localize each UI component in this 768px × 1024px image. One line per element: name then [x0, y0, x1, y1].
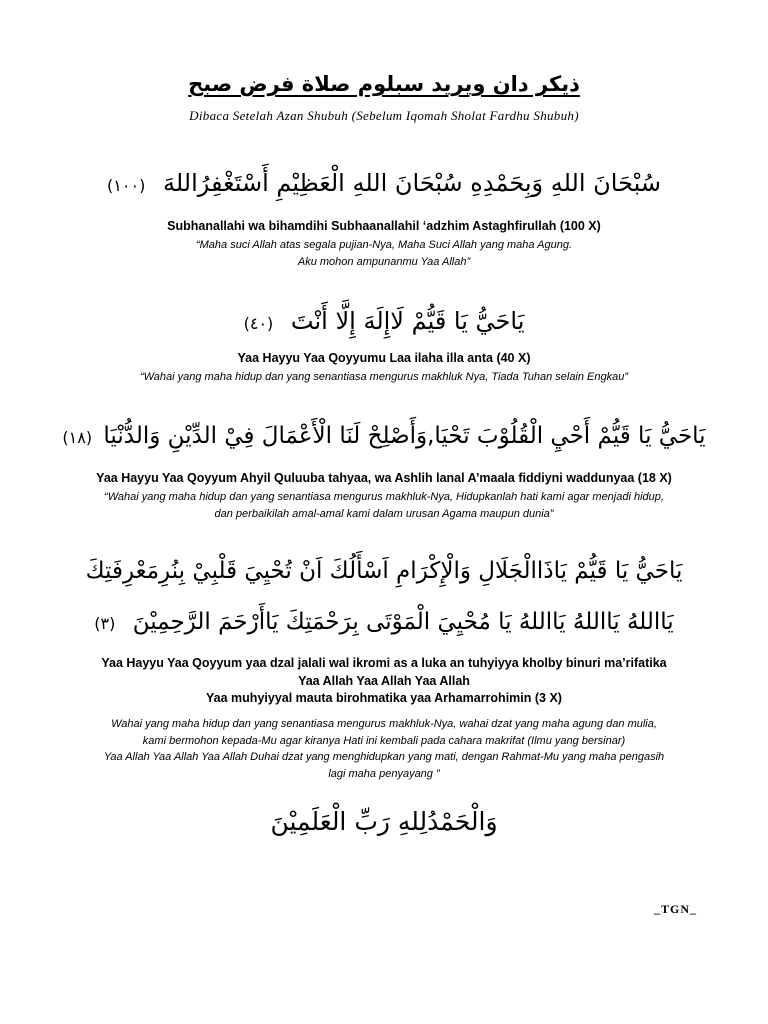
subtitle: Dibaca Setelah Azan Shubuh (Sebelum Iqomah Sholat Fardhu Shubuh) [189, 108, 579, 123]
dhikr-4-meaning-line: Wahai yang maha hidup dan yang senantiasa mengurus makhluk-Nya, wahai dzat yang maha agung dan mulia, [111, 718, 657, 730]
dhikr-4-arabic-line2-text: يَااللهُ يَااللهُ يَااللهُ يَا مُحْيِيَ الْمَوْتَى بِرَحْمَتِكَ يَاأَرْحَمَ الرَّحِمِيْنَ [132, 609, 674, 635]
dhikr-4-transliteration-line: Yaa Hayyu Yaa Qoyyum yaa dzal jalali wal ikromi as a luka an tuhyiyya kholby binuri ma’rifatika [101, 656, 667, 670]
dhikr-1-arabic [0, 168, 768, 199]
dhikr-4-count: (٣) [94, 614, 116, 633]
dhikr-4-meaning-line: lagi maha penyayang ” [328, 767, 440, 780]
dhikr-4-meaning [0, 716, 768, 782]
dhikr-1-transliteration: Subhanallahi wa bihamdihi Subhaanallahil ‘adzhim Astaghfirullah (100 X) [167, 219, 601, 233]
dhikr-3-meaning-line: “Wahai yang maha hidup dan yang senantiasa mengurus makhluk-Nya, Hidupkanlah hati kami agar menjadi hidup, [104, 491, 664, 503]
dhikr-3-meaning [0, 489, 768, 522]
dhikr-4-meaning-line: kami bermohon kepada-Mu agar kiranya Hati ini kembali pada cahara makrifat (Ilmu yang bersinar) [142, 734, 626, 747]
arabic-title-text: ذيكر دان ويريد سبلوم صلاة فرض صبح [188, 72, 580, 96]
dhikr-3-count: (١٨) [62, 428, 93, 447]
dhikr-3-arabic [0, 422, 768, 452]
signature: _TGN_ [654, 902, 698, 916]
dhikr-3-meaning-line: dan perbaikilah amal-amal kami dalam urusan Agama maupun dunia” [214, 507, 554, 520]
dhikr-3-arabic-text: يَاحَيُّ يَا قَيُّمْ أَحْيِ الْقُلُوْبَ تَحْيَا,وَأَصْلِحْ لَنَا الْأَعْمَالَ فِيْ الدِّيْنِ وَالدُّنْيَا [103, 423, 706, 449]
dhikr-1-meaning-line: Aku mohon ampunanmu Yaa Allah” [297, 255, 471, 268]
dhikr-1-meaning [0, 237, 768, 270]
closing-arabic: وَالْحَمْدُلِلهِ رَبِّ الْعَلَمِيْنَ [270, 807, 498, 836]
dhikr-4-arabic-line2 [0, 608, 768, 638]
dhikr-2-arabic-text: يَاحَيُّ يَا قَيُّمْ لَاإِلَهَ إِلَّا أَنْتَ [290, 307, 525, 335]
dhikr-1-count: (١٠٠) [107, 176, 146, 195]
dhikr-2-arabic [0, 306, 768, 337]
dhikr-4-transliteration-line: Yaa Allah Yaa Allah Yaa Allah [298, 673, 470, 688]
dhikr-4-meaning-line: Yaa Allah Yaa Allah Yaa Allah Duhai dzat yang menghidupkan yang mati, dengan Rahmat-Mu yang maha pengasih [103, 751, 665, 763]
dhikr-4-transliteration-line: Yaa muhyiyyal mauta birohmatika yaa Arhamarrohimin (3 X) [206, 691, 562, 705]
dhikr-2-transliteration: Yaa Hayyu Yaa Qoyyumu Laa ilaha illa anta (40 X) [237, 351, 531, 365]
dhikr-1-meaning-line: “Maha suci Allah atas segala pujian-Nya, Maha Suci Allah yang maha Agung. [195, 239, 573, 251]
dhikr-3-transliteration: Yaa Hayyu Yaa Qoyyum Ahyil Quluuba tahyaa, wa Ashlih lanal A’maala fiddiyni waddunyaa (18 X) [96, 471, 672, 485]
dhikr-4-arabic-line1: يَاحَيُّ يَا قَيُّمْ يَاذَاالْجَلَالِ وَالْإِكْرَامِ اَسْأَلُكَ اَنْ تُحْيِيَ قَلْبِيْ بِنُرِمَعْرِفَتِكَ [85, 558, 683, 584]
dhikr-1-arabic-text: سُبْحَانَ اللهِ وَبِحَمْدِهِ سُبْحَانَ اللهِ الْعَظِيْمِ أَسْتَغْفِرُاللهَ [162, 169, 661, 197]
dhikr-2-meaning-line: “Wahai yang maha hidup dan yang senantiasa mengurus makhluk Nya, Tiada Tuhan selain Engkau” [139, 371, 629, 383]
arabic-title [0, 72, 768, 96]
dhikr-2-meaning [0, 369, 768, 386]
dhikr-2-count: (٤٠) [243, 314, 274, 333]
dhikr-4-transliteration [0, 655, 768, 708]
